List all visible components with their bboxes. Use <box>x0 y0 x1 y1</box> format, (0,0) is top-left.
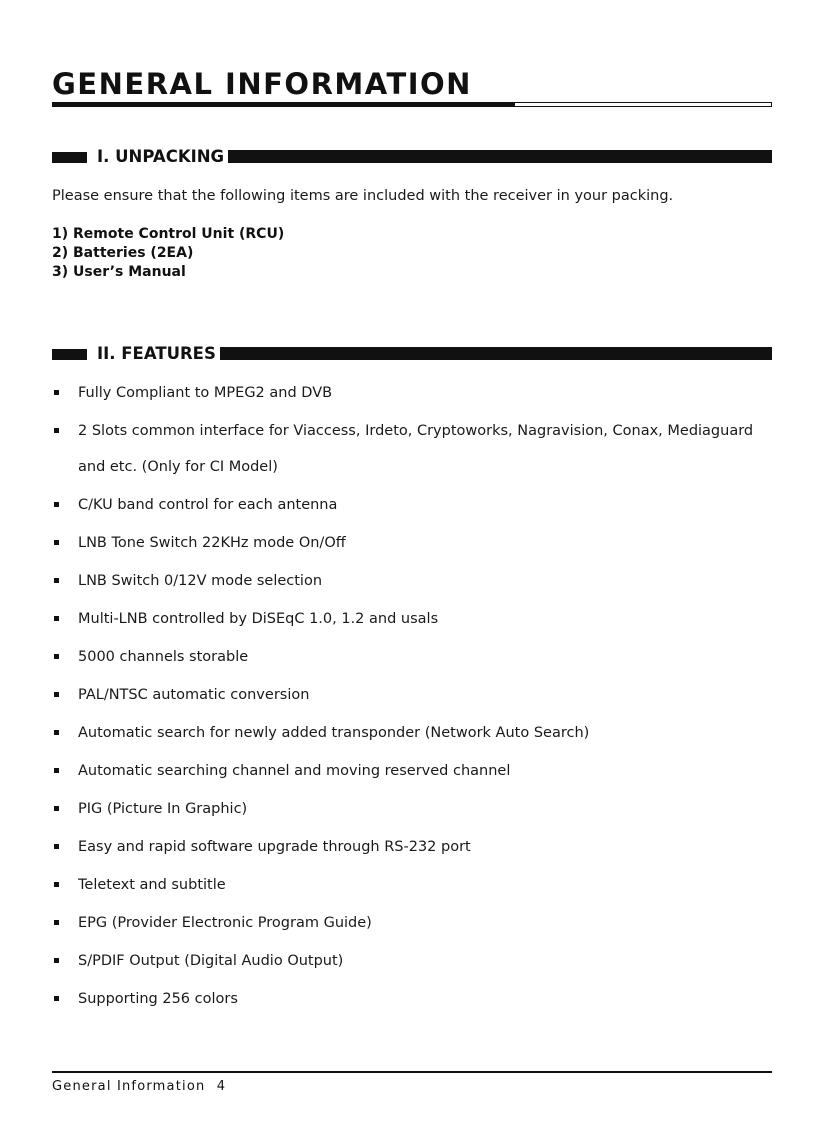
bullet-icon <box>54 578 59 583</box>
feature-item <box>52 875 772 895</box>
feature-item <box>52 383 772 403</box>
bullet-icon <box>54 958 59 963</box>
bullet-icon <box>54 920 59 925</box>
feature-text: Multi-LNB controlled by DiSEqC 1.0, 1.2 and usals <box>78 611 439 627</box>
bullet-icon <box>54 390 59 395</box>
feature-item <box>52 951 772 971</box>
feature-text: PIG (Picture In Graphic) <box>78 801 248 817</box>
features-bar-right <box>220 347 772 360</box>
packing-list <box>52 225 284 282</box>
bullet-icon <box>54 844 59 849</box>
unpacking-bar-right <box>228 150 772 163</box>
page-number: 4 <box>216 1079 227 1094</box>
bullet-icon <box>54 540 59 545</box>
bullet-icon <box>54 428 59 433</box>
title-rule-thick <box>52 102 514 107</box>
bullet-icon <box>54 996 59 1001</box>
feature-item <box>52 723 772 743</box>
page-title: GENERAL INFORMATION <box>52 67 472 101</box>
feature-item <box>52 609 772 629</box>
bullet-icon <box>54 654 59 659</box>
feature-item <box>52 495 772 515</box>
features-heading: II. FEATURES <box>97 344 216 363</box>
feature-text: LNB Tone Switch 22KHz mode On/Off <box>78 535 346 551</box>
bullet-icon <box>54 806 59 811</box>
feature-text: 2 Slots common interface for Viaccess, Irdeto, Cryptoworks, Nagravision, Conax, Mediaguard <box>78 423 754 439</box>
footer-rule <box>52 1071 772 1073</box>
feature-text: LNB Switch 0/12V mode selection <box>78 573 323 589</box>
feature-text: EPG (Provider Electronic Program Guide) <box>78 915 372 931</box>
bullet-icon <box>54 616 59 621</box>
feature-text: Automatic search for newly added transponder (Network Auto Search) <box>78 725 590 741</box>
bullet-icon <box>54 882 59 887</box>
bullet-icon <box>54 692 59 697</box>
feature-item <box>52 799 772 819</box>
feature-text: Automatic searching channel and moving reserved channel <box>78 763 511 779</box>
feature-text-continued: and etc. (Only for CI Model) <box>78 459 278 475</box>
packing-item: 1) Remote Control Unit (RCU) <box>52 226 285 242</box>
unpacking-heading: I. UNPACKING <box>97 147 225 166</box>
page-footer <box>52 1078 226 1096</box>
feature-item <box>52 647 772 667</box>
feature-item <box>52 989 772 1009</box>
feature-item <box>52 837 772 857</box>
features-list <box>52 383 772 1009</box>
feature-text: Easy and rapid software upgrade through RS-232 port <box>78 839 471 855</box>
feature-text: 5000 channels storable <box>78 649 249 665</box>
packing-item: 3) User’s Manual <box>52 264 186 280</box>
title-rule-thin <box>514 102 772 107</box>
feature-text: Fully Compliant to MPEG2 and DVB <box>78 385 333 401</box>
feature-text: PAL/NTSC automatic conversion <box>78 687 310 703</box>
bullet-icon <box>54 502 59 507</box>
feature-item <box>52 571 772 591</box>
features-bar-left <box>52 349 87 360</box>
feature-text: C/KU band control for each antenna <box>78 497 338 513</box>
feature-item <box>52 761 772 781</box>
packing-item: 2) Batteries (2EA) <box>52 245 194 261</box>
unpacking-intro: Please ensure that the following items are included with the receiver in your packing. <box>52 188 674 204</box>
feature-text: Supporting 256 colors <box>78 991 238 1007</box>
unpacking-bar-left <box>52 152 87 163</box>
feature-item <box>52 913 772 933</box>
feature-text: S/PDIF Output (Digital Audio Output) <box>78 953 344 969</box>
footer-label: General Information <box>52 1079 206 1094</box>
feature-item <box>52 421 772 477</box>
feature-item <box>52 685 772 705</box>
feature-item <box>52 533 772 553</box>
bullet-icon <box>54 768 59 773</box>
feature-text: Teletext and subtitle <box>78 877 226 893</box>
bullet-icon <box>54 730 59 735</box>
